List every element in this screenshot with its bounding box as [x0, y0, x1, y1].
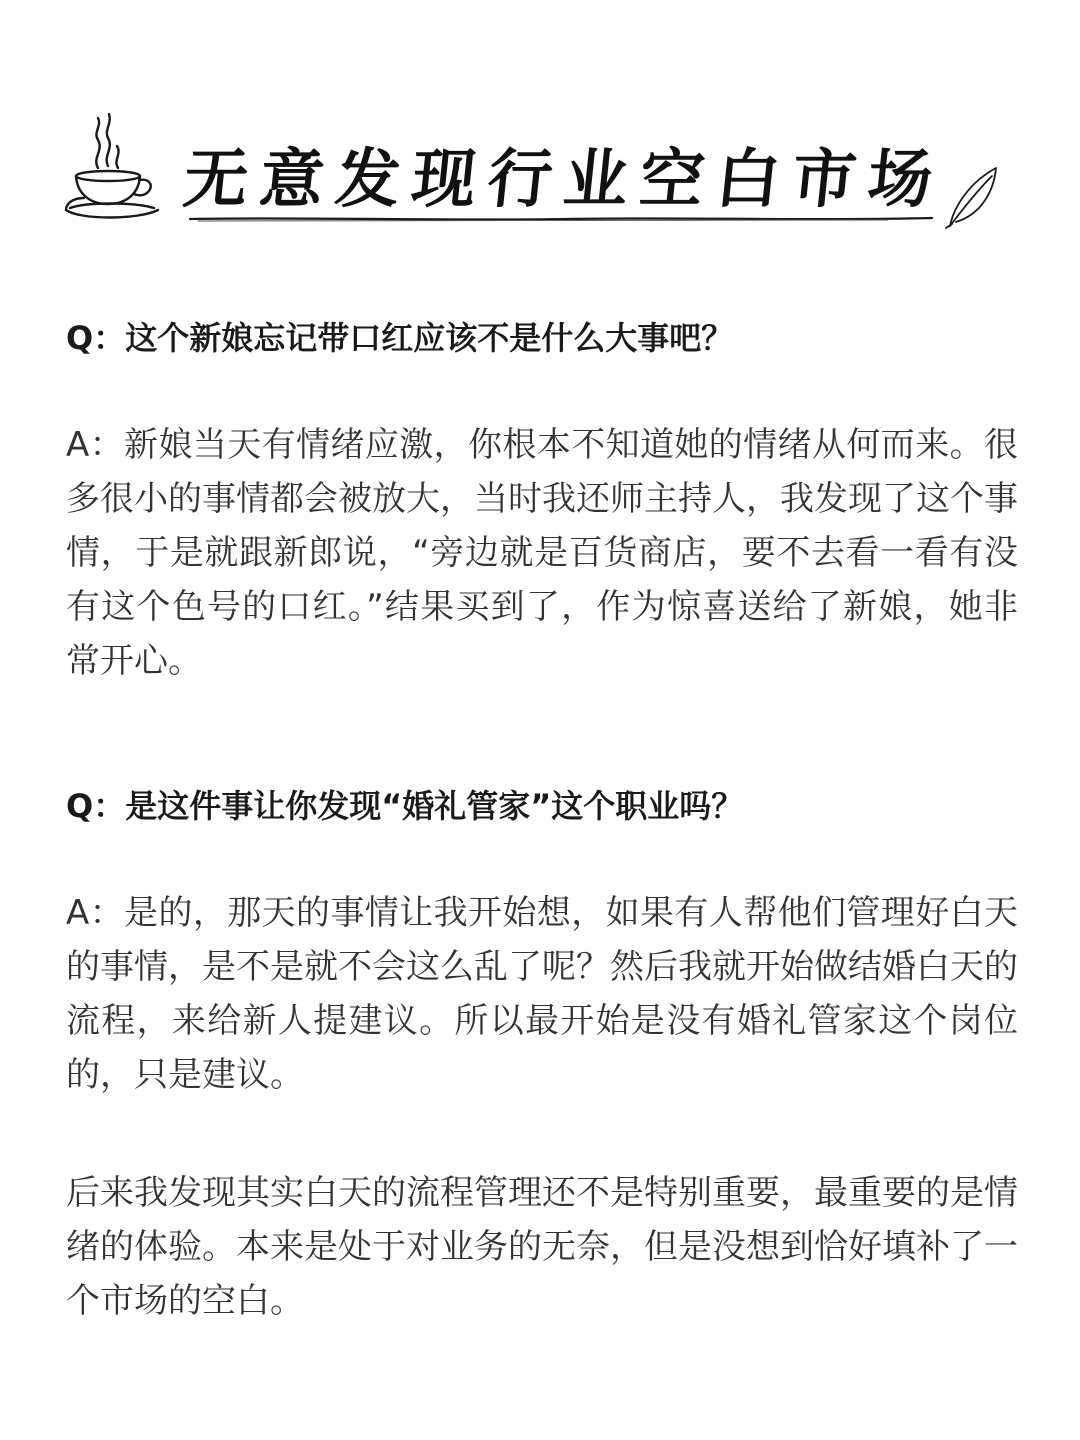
header — [0, 100, 1080, 240]
question-1: Q：这个新娘忘记带口红应该不是什么大事吧？ — [66, 319, 734, 357]
answer-1: A：新娘当天有情绪应激，你根本不知道她的情绪从何而来。很多很小的事情都会被放大，当时我还师主持人，我发现了这个事情，于是就跟新郎说，“旁边就是百货商店，要不去看一看有没有这个色号的口红。”结果买到了，作为惊喜送给了新娘，她非常开心。 — [66, 425, 1018, 681]
leaf-icon — [944, 166, 1000, 230]
coffee-cup-icon — [62, 110, 164, 222]
title-underline — [188, 216, 934, 222]
page-title: 无意发现行业空白市场 — [180, 142, 948, 217]
answer-2: A：是的，那天的事情让我开始想，如果有人帮他们管理好白天的事情，是不是就不会这么乱了呢？然后我就开始做结婚白天的流程，来给新人提建议。所以最开始是没有婚礼管家这个岗位的，只是建议。 — [66, 893, 1018, 1095]
question-2: Q：是这件事让你发现“婚礼管家”这个职业吗？ — [66, 787, 744, 825]
closing-paragraph: 后来我发现其实白天的流程管理还不是特别重要，最重要的是情绪的体验。本来是处于对业务的无奈，但是没想到恰好填补了一个市场的空白。 — [66, 1173, 1018, 1321]
